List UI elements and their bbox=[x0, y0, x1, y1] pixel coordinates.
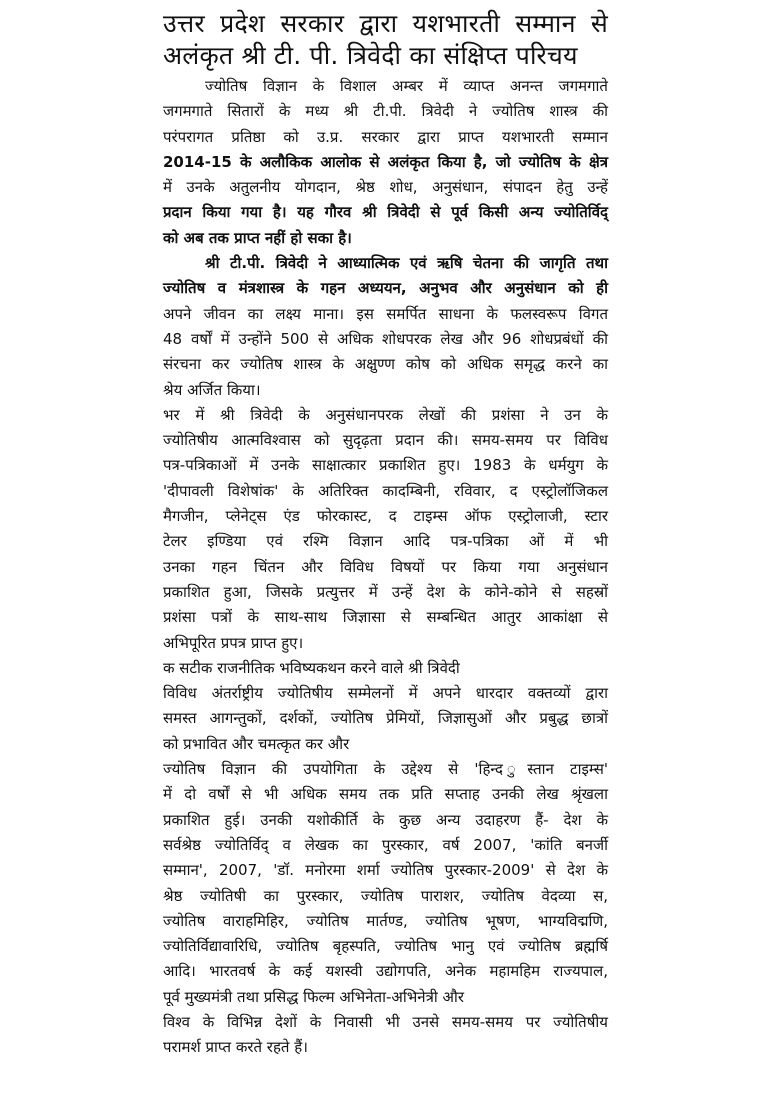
text-line: अभिपूरित प्रपत्र प्राप्त हुए। bbox=[163, 633, 304, 652]
text-line: को अब तक प्राप्त नहीं हो सका है। bbox=[163, 228, 352, 247]
text-line: श्रेय अर्जित किया। bbox=[163, 380, 261, 399]
text-line: समस्त आगन्तुकों, दर्शकों, ज्योतिष प्रेमियों, जिज्ञासुओं और प्रबुद्ध छात्रों bbox=[163, 709, 608, 728]
text-line: भर में श्री त्रिवेदी के अनुसंधानपरक लेखों की प्रशंसा ने उन के bbox=[163, 405, 608, 424]
paragraph-4 bbox=[163, 656, 608, 757]
text-line: विश्व के विभिन्न देशों के निवासी भी उनसे समय-समय पर ज्योतिषीय bbox=[163, 1012, 608, 1031]
text-line: श्री टी.पी. त्रिवेदी ने आध्यात्मिक एवं ऋषि चेतना की जागृति तथा bbox=[205, 254, 608, 273]
text-line: प्रकाशित हुआ, जिसके प्रत्युत्तर में उन्हें देश के कोने-कोने से सहस्रों bbox=[163, 582, 608, 601]
text-line: जगमगाते सितारों के मध्य श्री टी.पी. त्रिवेदी ने ज्योतिष शास्त्र की bbox=[163, 102, 608, 121]
text-line: प्रशंसा पत्रों के साथ-साथ जिज्ञासा से सम्बन्धित आतुर आकांक्षा से bbox=[163, 608, 608, 627]
document-page bbox=[163, 8, 608, 1061]
paragraph-2 bbox=[163, 251, 608, 403]
text-line: मैगजीन, प्लेनेट्स एंड फोरकास्ट, द टाइम्स ऑफ एस्ट्रोलाजी, स्टार bbox=[163, 507, 608, 526]
text-line: में उनके अतुलनीय योगदान, श्रेष्ठ शोध, अनुसंधान, संपादन हेतु उन्हें bbox=[163, 178, 608, 197]
text-line: 2014-15 के अलौकिक आलोक से अलंकृत किया है, जो ज्योतिष के क्षेत्र bbox=[163, 152, 608, 171]
text-line: ज्योतिष व मंत्रशास्त्र के गहन अध्ययन, अनुभव और अनुसंधान को ही bbox=[163, 279, 608, 298]
paragraph-1 bbox=[163, 74, 608, 251]
text-line: क सटीक राजनीतिक भविष्यकथन करने वाले श्री त्रिवेदी bbox=[163, 658, 460, 677]
text-line: में दो वर्षों से भी अधिक समय तक प्रति सप्ताह उनकी लेख श्रृंखला bbox=[163, 785, 608, 804]
text-line: संरचना कर ज्योतिष शास्त्र के अक्षुण्ण कोष को अधिक समृद्ध करने का bbox=[163, 355, 608, 374]
title-line-1: उत्तर प्रदेश सरकार द्वारा यशभारती सम्मान से bbox=[163, 9, 608, 38]
text-line: अपने जीवन का लक्ष्य माना। इस समर्पित साधना के फलस्वरूप विगत bbox=[163, 304, 608, 323]
text-line: ज्योतिष विज्ञान के विशाल अम्बर में व्याप्त अनन्त जगमगाते bbox=[205, 77, 608, 95]
text-line: टेलर इण्डिया एवं रश्मि विज्ञान आदि पत्र-पत्रिका ओं में भी bbox=[163, 532, 608, 551]
text-line: ज्योतिर्विद्यावारिधि, ज्योतिष बृहस्पति, ज्योतिष भानु एवं ज्योतिष ब्रह्मर्षि bbox=[163, 937, 608, 956]
document-body bbox=[163, 74, 608, 1061]
text-line: 48 वर्षों में उन्होंने 500 से अधिक शोधपरक लेख और 96 शोधप्रबंधों की bbox=[163, 329, 608, 348]
text-line: पूर्व मुख्यमंत्री तथा प्रसिद्ध फिल्म अभिनेता-अभिनेत्री और bbox=[163, 987, 465, 1006]
paragraph-5 bbox=[163, 757, 608, 1061]
text-line: ज्योतिष विज्ञान की उपयोगिता के उद्देश्य से 'हिन्द ुस्तान टाइम्स' bbox=[163, 760, 608, 779]
text-line: को प्रभावित और चमत्कृत कर और bbox=[163, 734, 350, 753]
paragraph-3 bbox=[163, 403, 608, 656]
text-line: विविध अंतर्राष्ट्रीय ज्योतिषीय सम्मेलनों में अपने धारदार वक्तव्यों द्वारा bbox=[163, 684, 608, 703]
text-line: प्रदान किया गया है। यह गौरव श्री त्रिवेदी से पूर्व किसी अन्य ज्योतिर्विद् bbox=[163, 203, 608, 222]
text-line: श्रेष्ठ ज्योतिषी का पुरस्कार, ज्योतिष पाराशर, ज्योतिष वेदव्या स, bbox=[163, 886, 608, 905]
text-line: परंपरागत प्रतिष्ठा को उ.प्र. सरकार द्वारा प्राप्त यशभारती सम्मान bbox=[163, 127, 608, 146]
text-line: 'दीपावली विशेषांक' के अतिरिक्त कादम्बिनी, रविवार, द एस्ट्रोलॉजिकल bbox=[163, 481, 608, 500]
text-line: परामर्श प्राप्त करते रहते हैं। bbox=[163, 1038, 308, 1057]
text-line: आदि। भारतवर्ष के कई यशस्वी उद्योगपति, अनेक महामहिम राज्यपाल, bbox=[163, 962, 608, 981]
text-line: पत्र-पत्रिकाओं में उनके साक्षात्कार प्रकाशित हुए। 1983 के धर्मयुग के bbox=[163, 456, 608, 475]
text-line: सर्वश्रेष्ठ ज्योतिर्विद् व लेखक का पुरस्कार, वर्ष 2007, 'कांति बनर्जी bbox=[163, 835, 608, 854]
title-line-2: अलंकृत श्री टी. पी. त्रिवेदी का संक्षिप्त परिचय bbox=[163, 41, 578, 70]
text-line: उनका गहन चिंतन और विविध विषयों पर किया गया अनुसंधान bbox=[163, 557, 608, 576]
text-line: सम्मान', 2007, 'डॉ. मनोरमा शर्मा ज्योतिष पुरस्कार-2009' से देश के bbox=[163, 861, 608, 880]
text-line: ज्योतिषीय आत्मविश्वास को सुदृढ़ता प्रदान की। समय-समय पर विविध bbox=[163, 431, 608, 450]
text-line: प्रकाशित हुई। उनकी यशोकीर्ति के कुछ अन्य उदाहरण हैं- देश के bbox=[163, 810, 608, 829]
page-title bbox=[163, 8, 608, 72]
text-line: ज्योतिष वाराहमिहिर, ज्योतिष मार्तण्ड, ज्योतिष भूषण, भाग्यविद्मणि, bbox=[163, 911, 608, 930]
